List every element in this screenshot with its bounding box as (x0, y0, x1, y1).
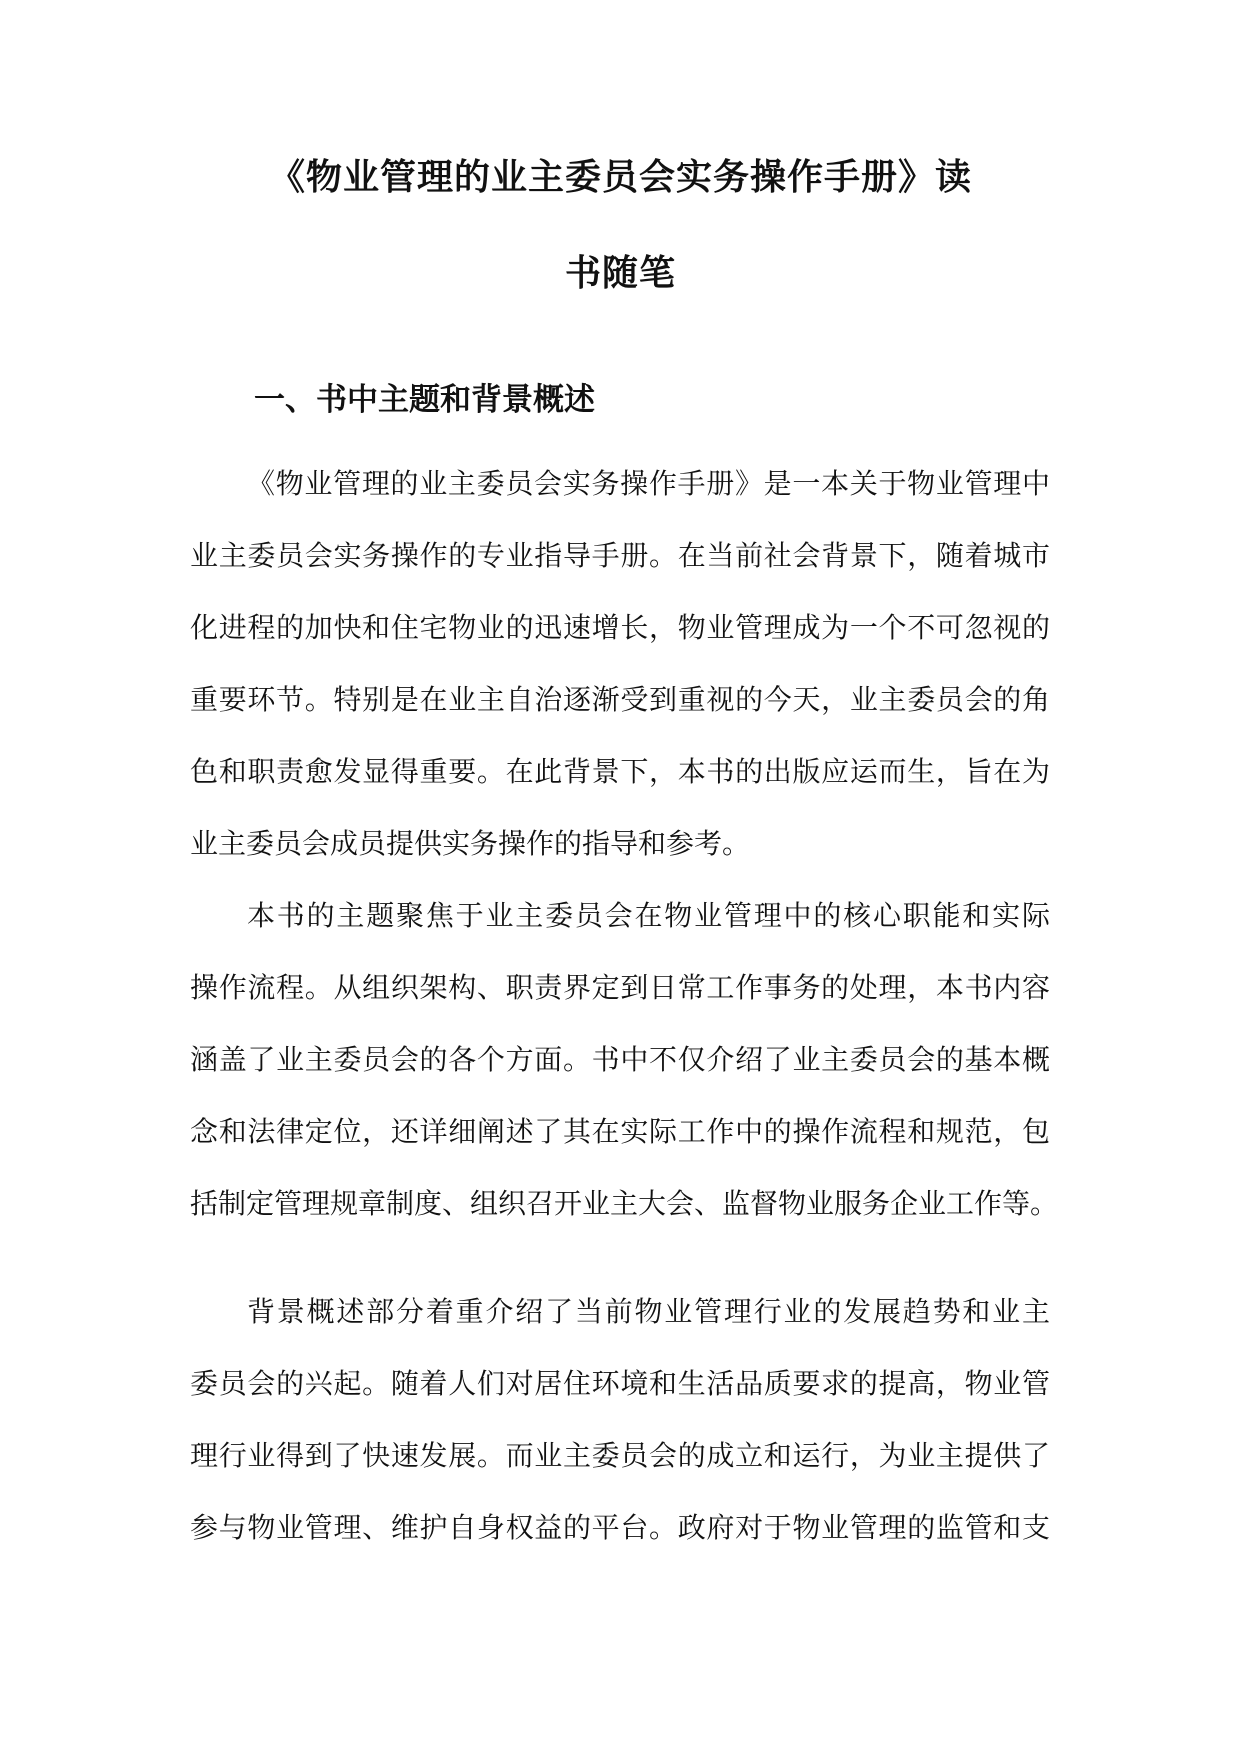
section-heading: 一、书中主题和背景概述 (254, 382, 595, 418)
paragraph-line: 色和职责愈发显得重要。在此背景下，本书的出版应运而生，旨在为 (190, 755, 1050, 788)
paragraph-line: 涵盖了业主委员会的各个方面。书中不仅介绍了业主委员会的基本概 (190, 1043, 1050, 1076)
paragraph-line: 重要环节。特别是在业主自治逐渐受到重视的今天，业主委员会的角 (190, 683, 1050, 716)
document-title-line-2: 书随笔 (564, 253, 676, 294)
paragraph-line: 业主委员会成员提供实务操作的指导和参考。 (190, 827, 751, 860)
paragraph-line: 《物业管理的业主委员会实务操作手册》是一本关于物业管理中 (247, 467, 1050, 500)
paragraph-line: 化进程的加快和住宅物业的迅速增长，物业管理成为一个不可忽视的 (190, 611, 1050, 644)
paragraph-line: 业主委员会实务操作的专业指导手册。在当前社会背景下，随着城市 (190, 539, 1050, 572)
paragraph-line: 本书的主题聚焦于业主委员会在物业管理中的核心职能和实际 (247, 899, 1050, 932)
paragraph-line: 括制定管理规章制度、组织召开业主大会、监督物业服务企业工作等。 (190, 1187, 1059, 1220)
paragraph-line: 理行业得到了快速发展。而业主委员会的成立和运行，为业主提供了 (190, 1439, 1050, 1472)
paragraph-line: 念和法律定位，还详细阐述了其在实际工作中的操作流程和规范，包 (190, 1115, 1050, 1148)
paragraph-2 (190, 889, 1059, 1249)
paragraph-line: 背景概述部分着重介绍了当前物业管理行业的发展趋势和业主 (247, 1295, 1050, 1328)
paragraph-line: 操作流程。从组织架构、职责界定到日常工作事务的处理，本书内容 (190, 971, 1050, 1004)
paragraph-1 (190, 457, 1050, 889)
paragraph-line: 委员会的兴起。随着人们对居住环境和生活品质要求的提高，物业管 (190, 1367, 1050, 1400)
document-title-line-1: 《物业管理的业主委员会实务操作手册》读 (268, 157, 972, 198)
paragraph-line: 参与物业管理、维护自身权益的平台。政府对于物业管理的监管和支 (190, 1511, 1050, 1544)
paragraph-3 (190, 1285, 1050, 1573)
